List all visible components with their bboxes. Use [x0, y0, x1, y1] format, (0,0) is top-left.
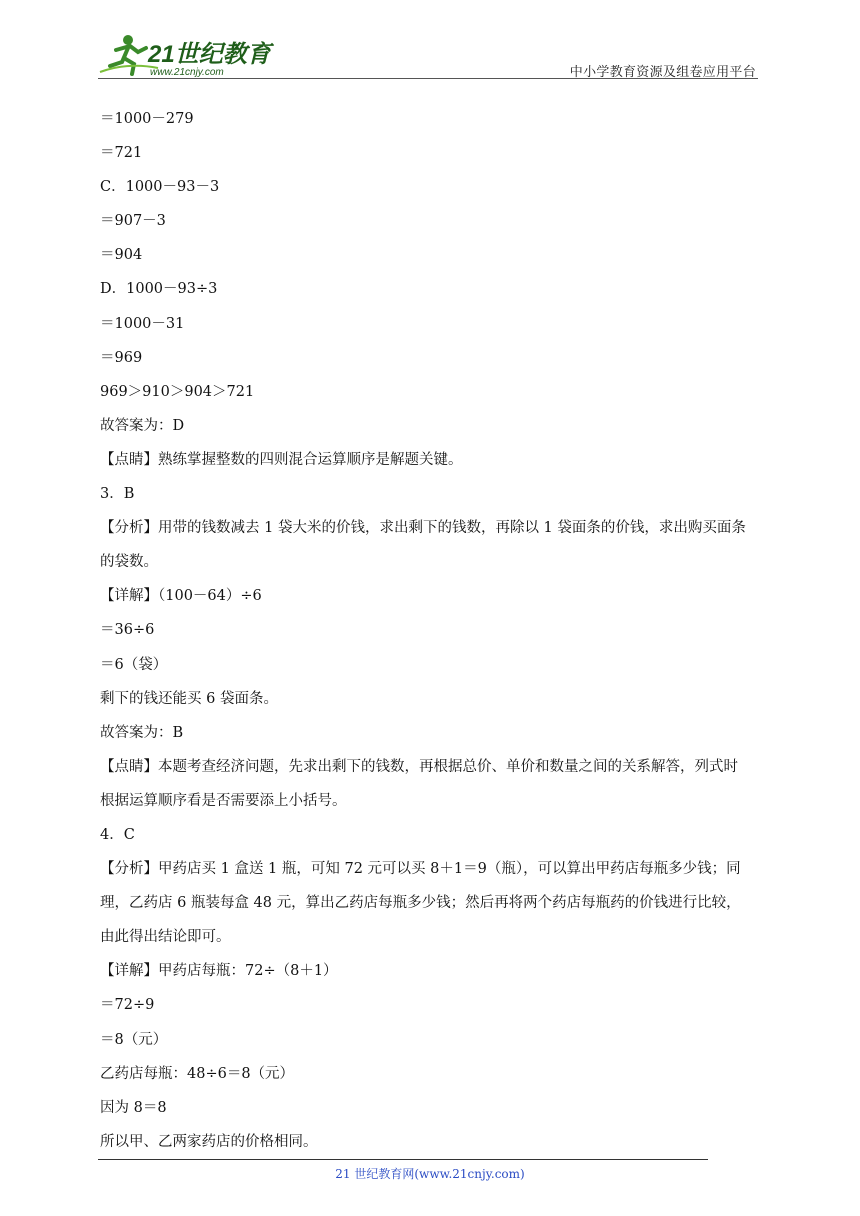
document-body	[100, 102, 760, 1159]
text-line: ＝1000－279	[100, 111, 194, 127]
text-line: ＝907－3	[100, 213, 166, 230]
tip-line: 【点睛】本题考查经济问题，先求出剩下的钱数，再根据总价、单价和数量之间的关系解答，列式时	[100, 758, 738, 775]
option-c-line: C．1000－93－3	[100, 179, 220, 196]
logo-url: www.21cnjy.com	[150, 67, 224, 78]
analysis-line: 【分析】用带的钱数减去 1 袋大米的价钱，求出剩下的钱数，再除以 1 袋面条的价钱，求出购买面条	[100, 520, 746, 537]
page-header	[98, 30, 758, 80]
text-line: ＝721	[100, 145, 143, 162]
analysis-line: 【分析】甲药店买 1 盒送 1 瓶，可知 72 元可以买 8＋1＝9（瓶），可以算出甲药店每瓶多少钱；同	[100, 861, 741, 878]
header-divider	[98, 78, 758, 79]
comparison-line: 969＞910＞904＞721	[100, 383, 255, 400]
conclusion-line: 所以甲、乙两家药店的价格相同。	[100, 1133, 318, 1150]
text-line: 乙药店每瓶：48÷6＝8（元）	[100, 1065, 295, 1082]
answer-line: 故答案为：D	[100, 417, 185, 434]
text-line: ＝36÷6	[100, 622, 155, 639]
analysis-line: 由此得出结论即可。	[100, 929, 231, 946]
analysis-line: 的袋数。	[100, 554, 158, 571]
answer-line: 故答案为：B	[100, 724, 184, 741]
text-line: 因为 8＝8	[100, 1099, 167, 1116]
tip-line: 根据运算顺序看是否需要添上小括号。	[100, 792, 347, 809]
tip-line: 【点睛】熟练掌握整数的四则混合运算顺序是解题关键。	[100, 451, 463, 468]
detail-line: 【详解】甲药店每瓶：72÷（8＋1）	[100, 963, 338, 980]
question-number: 4．C	[100, 826, 135, 843]
detail-line: 【详解】（100－64）÷6	[100, 588, 262, 605]
text-line: ＝8（元）	[100, 1031, 168, 1048]
logo-wordmark: 21世纪教育	[148, 41, 271, 68]
footer-link[interactable]: 21 世纪教育网(www.21cnjy.com)	[335, 1167, 525, 1181]
text-line: ＝72÷9	[100, 997, 155, 1014]
platform-name: 中小学教育资源及组卷应用平台	[569, 65, 756, 80]
footer-divider	[98, 1159, 708, 1160]
text-line: ＝6（袋）	[100, 656, 168, 673]
text-line: ＝904	[100, 247, 143, 264]
runner-logo-icon	[98, 32, 271, 78]
text-line: ＝1000－31	[100, 315, 185, 332]
logo	[98, 32, 271, 78]
option-d-line: D．1000－93÷3	[100, 281, 218, 298]
question-number: 3．B	[100, 486, 135, 503]
analysis-line: 理，乙药店 6 瓶装每盒 48 元，算出乙药店每瓶多少钱；然后再将两个药店每瓶药的价钱进行比较，	[100, 895, 741, 912]
text-line: ＝969	[100, 349, 143, 366]
text-line: 剩下的钱还能买 6 袋面条。	[100, 690, 278, 707]
